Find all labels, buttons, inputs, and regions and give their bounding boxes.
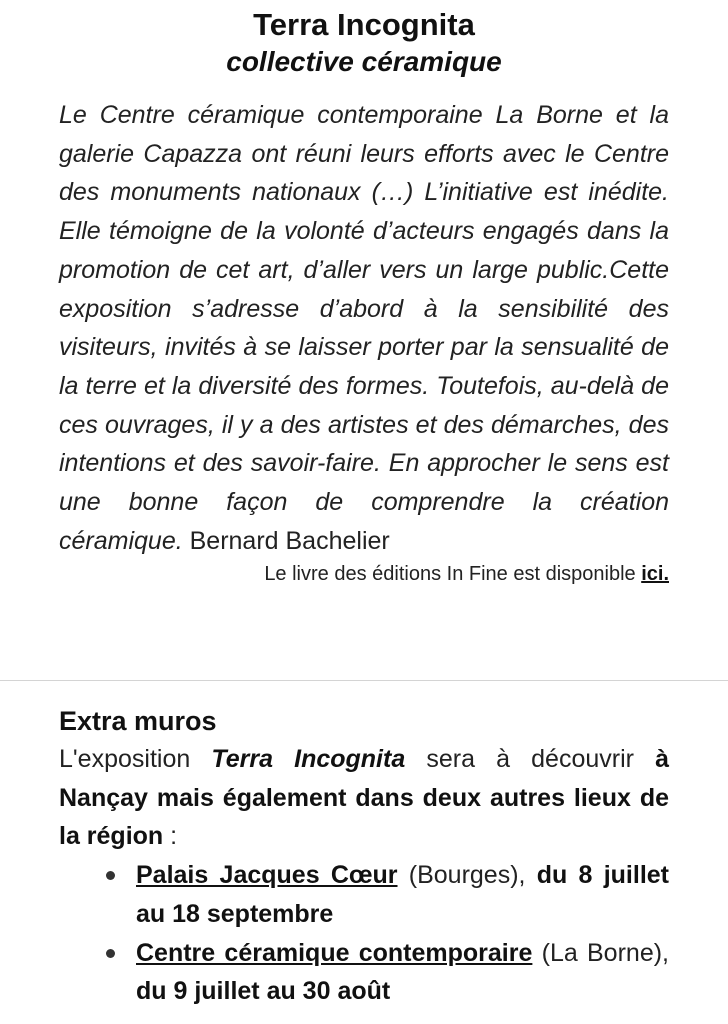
intro-text-2: sera à découvrir xyxy=(405,745,656,773)
extra-muros-intro xyxy=(59,740,669,856)
quote-text: Le Centre céramique contemporaine La Borne et la galerie Capazza ont réuni leurs efforts avec le Centre des monuments nationaux (…) L’initiative est inédite. Elle témoigne de la volonté d’acteurs engagés dans la promotion de cet art, d’aller vers un large public.Cette exposition s’adresse d’abord à la sensibilité des visiteurs, invités à se laisser porter par la sensualité de la terre et la diversité des formes. Toutefois, au-delà de ces ouvrages, il y a des artistes et des démarches, des intentions et des savoir-faire. En approcher le sens est une bonne façon de comprendre la création céramique. xyxy=(59,101,669,555)
section-title: Extra muros xyxy=(59,706,217,736)
page-title: Terra Incognita xyxy=(253,7,475,42)
intro-exhibition-title: Terra Incognita xyxy=(211,745,406,773)
venues-list xyxy=(59,856,669,1011)
intro-text-1: L'exposition xyxy=(59,745,212,773)
list-item xyxy=(136,856,669,933)
venue-link-centre-ceramique[interactable]: Centre céramique contemporaire xyxy=(136,938,533,967)
venue-dates: du 8 juillet au 18 septembre xyxy=(136,861,669,928)
venue-dates: du 9 juillet au 30 août xyxy=(136,977,391,1006)
bullet-icon xyxy=(106,949,115,958)
intro-text-3: : xyxy=(163,822,178,851)
quote-paragraph xyxy=(59,96,669,560)
extra-muros-section xyxy=(59,702,669,1011)
book-link[interactable]: ici. xyxy=(641,563,669,586)
header xyxy=(0,0,728,80)
venue-place: (Bourges), xyxy=(397,861,537,890)
quote-author: Bernard Bachelier xyxy=(182,526,390,555)
book-availability xyxy=(59,560,669,588)
venue-place: (La Borne), xyxy=(532,938,669,967)
intro-bold-text: à Nançay mais également dans deux autres lieux de la région xyxy=(59,745,669,851)
section-divider xyxy=(0,680,728,681)
bullet-icon xyxy=(106,871,115,880)
book-availability-text: Le livre des éditions In Fine est disponible xyxy=(264,563,642,586)
page-subtitle: collective céramique xyxy=(226,46,502,77)
list-item xyxy=(136,934,669,1011)
venue-link-palais-jacques-coeur[interactable]: Palais Jacques Cœur xyxy=(136,861,398,890)
